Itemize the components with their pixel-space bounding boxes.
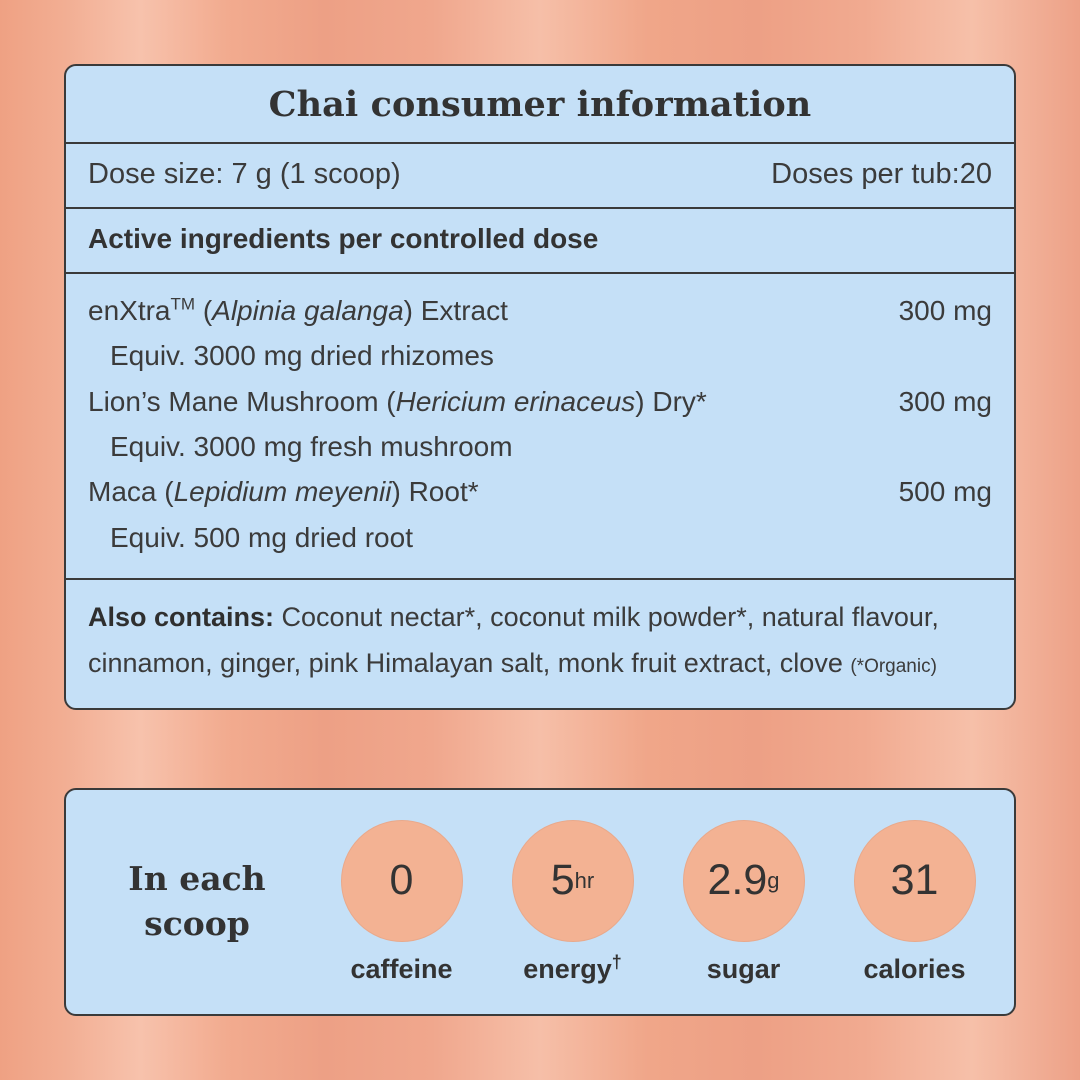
ingredient-latin-name: Lepidium meyenii: [173, 476, 392, 508]
ingredient-amount: 300 mg: [898, 295, 992, 326]
organic-note: (*Organic): [850, 655, 937, 677]
also-contains-text: Coconut nectar*, coconut milk powder*, natural flavour, cinnamon, ginger, pink Himalayan salt, monk fruit extract, clove: [88, 602, 939, 678]
list-item: [88, 379, 992, 424]
ingredient-amount: 300 mg: [898, 385, 992, 417]
bubble-circle: [854, 820, 976, 942]
ingredient-name: [88, 379, 707, 424]
bubble-unit: hr: [574, 867, 595, 893]
ingredient-amount: 500 mg: [898, 476, 992, 508]
nutrition-bubble-sugar: [664, 820, 824, 985]
ingredient-name-prefix: Maca: [88, 476, 157, 508]
per-scoop-label: [66, 857, 316, 946]
open-paren: (: [156, 476, 174, 508]
bubble-value: 2.9: [707, 856, 768, 904]
bubble-caption: [322, 952, 482, 985]
nutrition-bubble-caffeine: [322, 820, 482, 985]
per-scoop-label-line2: scoop: [144, 904, 250, 943]
bubble-value: 0: [389, 856, 414, 904]
open-paren: (: [195, 295, 213, 326]
bubble-caption: [835, 952, 995, 985]
bubble-caption-text: caffeine: [350, 953, 453, 984]
bubble-caption-text: sugar: [706, 953, 781, 984]
doses-per-tub: Doses per tub:20: [771, 158, 992, 190]
ingredient-equivalence: Equiv. 500 mg dried root: [110, 521, 413, 553]
nutrition-bubbles: [316, 820, 1014, 985]
ingredient-name-suffix: ) Dry*: [635, 385, 707, 417]
page-title: Chai consumer information: [268, 84, 812, 125]
also-contains-label: Also contains:: [88, 602, 275, 633]
ingredient-name: [88, 288, 508, 333]
bubble-caption-text: calories: [863, 953, 966, 984]
bubble-caption: [664, 952, 824, 985]
dose-row: [66, 144, 1014, 207]
list-item: [88, 469, 992, 514]
bubble-circle: [341, 820, 463, 942]
bubble-value: 31: [890, 856, 939, 904]
consumer-information-panel: [64, 64, 1016, 710]
also-contains-section: [66, 580, 1014, 708]
ingredient-name-suffix: ) Root*: [391, 476, 479, 508]
bubble-circle: [512, 820, 634, 942]
ingredient-latin-name: Alpinia galanga: [212, 295, 404, 326]
open-paren: (: [378, 385, 396, 417]
ingredient-name-prefix: Lion’s Mane Mushroom: [88, 385, 379, 417]
per-scoop-panel: [64, 788, 1016, 1016]
bubble-caption-text: energy: [523, 953, 612, 984]
bubble-circle: [683, 820, 805, 942]
ingredient-equivalence: Equiv. 3000 mg dried rhizomes: [110, 340, 494, 372]
list-item: [88, 288, 992, 333]
ingredient-equivalence: Equiv. 3000 mg fresh mushroom: [110, 431, 513, 463]
bubble-caption: [493, 952, 653, 985]
ingredient-name: [88, 469, 479, 514]
ingredient-name-prefix: enXtra: [88, 295, 171, 326]
bubble-unit: g: [767, 867, 780, 893]
dagger-symbol: †: [611, 951, 622, 972]
trademark-symbol: TM: [170, 294, 196, 314]
ingredient-list: [66, 274, 1014, 578]
per-scoop-label-line1: In each: [128, 859, 266, 899]
bubble-value: 5: [550, 856, 575, 904]
ingredient-name-suffix: ) Extract: [403, 295, 508, 326]
nutrition-bubble-calories: [835, 820, 995, 985]
ingredient-latin-name: Hericium erinaceus: [395, 385, 636, 417]
dose-size: Dose size: 7 g (1 scoop): [88, 158, 401, 190]
nutrition-bubble-energy: [493, 820, 653, 985]
active-ingredients-heading: Active ingredients per controlled dose: [88, 223, 599, 254]
